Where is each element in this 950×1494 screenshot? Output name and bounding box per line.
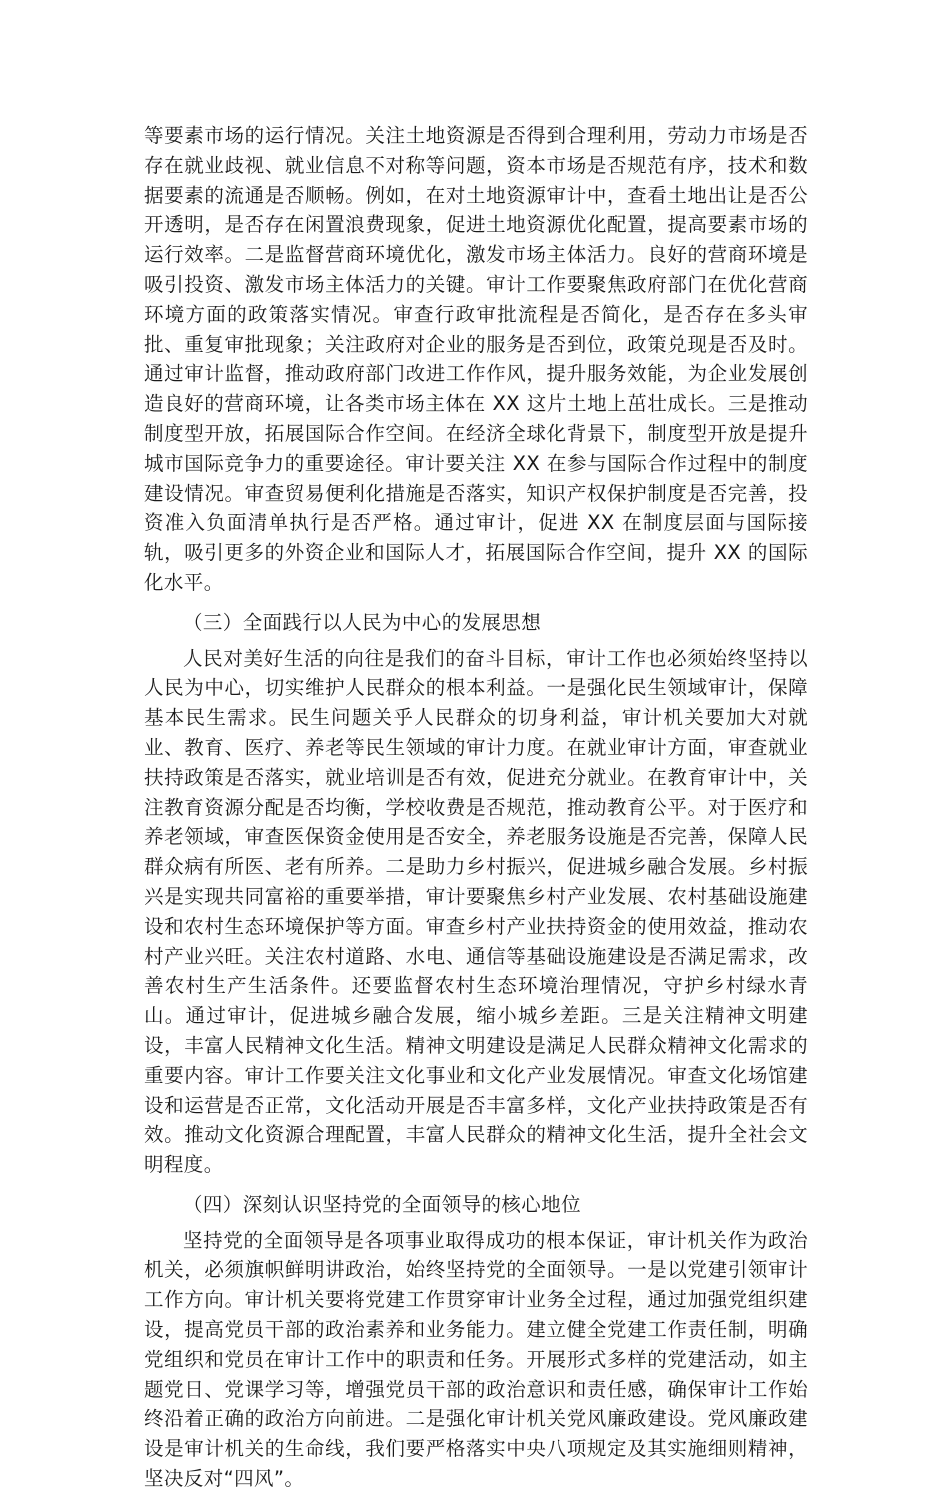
document-body — [144, 121, 808, 1494]
paragraph-market-environment: 等要素市场的运行情况。关注土地资源是否得到合理利用，劳动力市场是否存在就业歧视、就业信息不对称等问题，资本市场是否规范有序，技术和数据要素的流通是否顺畅。例如，在对土地资源审计中，查看土地出让是否公开透明，是否存在闲置浪费现象，促进土地资源优化配置，提高要素市场的运行效率。二是监督营商环境优化，激发市场主体活力。良好的营商环境是吸引投资、激发市场主体活力的关键。审计工作要聚焦政府部门在优化营商环境方面的政策落实情况。审查行政审批流程是否简化，是否存在多头审批、重复审批现象；关注政府对企业的服务是否到位，政策兑现是否及时。通过审计监督，推动政府部门改进工作作风，提升服务效能，为企业发展创造良好的营商环境，让各类市场主体在 XX 这片土地上茁壮成长。三是推动制度型开放，拓展国际合作空间。在经济全球化背景下，制度型开放是提升城市国际竞争力的重要途径。审计要关注 XX 在参与国际合作过程中的制度建设情况。审查贸易便利化措施是否落实，知识产权保护制度是否完善，投资准入负面清单执行是否严格。通过审计，促进 XX 在制度层面与国际接轨，吸引更多的外资企业和国际人才，拓展国际合作空间，提升 XX 的国际化水平。 — [144, 124, 808, 594]
section-heading-three: （三）全面践行以人民为中心的发展思想 — [183, 610, 542, 634]
paragraph-people-centered: 人民对美好生活的向往是我们的奋斗目标，审计工作也必须始终坚持以人民为中心，切实维护人民群众的根本利益。一是强化民生领域审计，保障基本民生需求。民生问题关乎人民群众的切身利益，审计机关要加大对就业、教育、医疗、养老等民生领域的审计力度。在就业审计方面，审查就业扶持政策是否落实，就业培训是否有效，促进充分就业。在教育审计中，关注教育资源分配是否均衡，学校收费是否规范，推动教育公平。对于医疗和养老领域，审查医保资金使用是否安全，养老服务设施是否完善，保障人民群众病有所医、老有所养。二是助力乡村振兴，促进城乡融合发展。乡村振兴是实现共同富裕的重要举措，审计要聚焦乡村产业发展、农村基础设施建设和农村生态环境保护等方面。审查乡村产业扶持资金的使用效益，推动农村产业兴旺。关注农村道路、水电、通信等基础设施建设是否满足需求，改善农村生产生活条件。还要监督农村生态环境治理情况，守护乡村绿水青山。通过审计，促进城乡融合发展，缩小城乡差距。三是关注精神文明建设，丰富人民精神文化生活。精神文明建设是满足人民群众精神文化需求的重要内容。审计工作要关注文化事业和文化产业发展情况。审查文化场馆建设和运营是否正常，文化活动开展是否丰富多样，文化产业扶持政策是否有效。推动文化资源合理配置，丰富人民群众的精神文化生活，提升全社会文明程度。 — [144, 646, 808, 1177]
paragraph-party-leadership: 坚持党的全面领导是各项事业取得成功的根本保证，审计机关作为政治机关，必须旗帜鲜明讲政治，始终坚持党的全面领导。一是以党建引领审计工作方向。审计机关要将党建工作贯穿审计业务全过程，通过加强党组织建设，提高党员干部的政治素养和业务能力。建立健全党建工作责任制，明确党组织和党员在审计工作中的职责和任务。开展形式多样的党建活动，如主题党日、党课学习等，增强党员干部的政治意识和责任感，确保审计工作始终沿着正确的政治方向前进。二是强化审计机关党风廉政建设。党风廉政建设是审计机关的生命线，我们要严格落实中央八项规定及其实施细则精神，坚决反对“四风”。 — [144, 1228, 808, 1491]
section-heading-four: （四）深刻认识坚持党的全面领导的核心地位 — [183, 1192, 582, 1216]
